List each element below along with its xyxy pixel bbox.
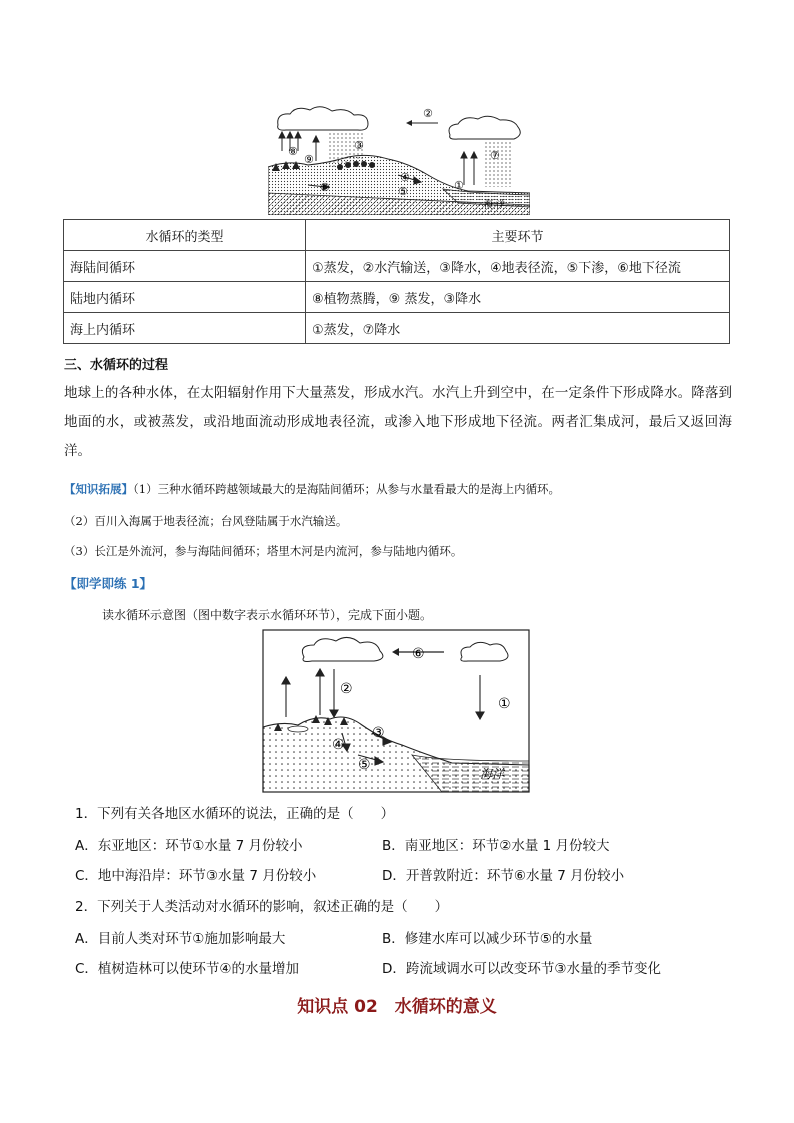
table-cell: ⑧植物蒸腾，⑨ 蒸发，③降水 bbox=[306, 282, 730, 313]
extension-line-1 bbox=[64, 481, 560, 497]
table-cell: 陆地内循环 bbox=[64, 282, 306, 313]
svg-text:⑨: ⑨ bbox=[304, 153, 314, 166]
practice-intro: 读水循环示意图（图中数字表示水循环环节），完成下面小题。 bbox=[102, 608, 433, 622]
table-row bbox=[64, 251, 730, 282]
question-1-option-a[interactable]: A．东亚地区：环节①水量 7 月份较小 bbox=[75, 838, 303, 854]
water-cycle-diagram-2 bbox=[262, 629, 530, 793]
svg-text:⑥: ⑥ bbox=[412, 646, 425, 662]
knowledge-point-heading: 知识点 02 水循环的意义 bbox=[297, 997, 497, 1017]
svg-text:③: ③ bbox=[354, 139, 364, 152]
table-header-cell: 水循环的类型 bbox=[64, 220, 306, 251]
table-cell: ①蒸发，⑦降水 bbox=[306, 313, 730, 344]
svg-text:③: ③ bbox=[372, 725, 385, 741]
water-cycle-diagram-1 bbox=[268, 105, 530, 215]
question-1-option-d[interactable]: D．开普敦附近：环节⑥水量 7 月份较小 bbox=[382, 868, 625, 884]
table-header-cell: 主要环节 bbox=[306, 220, 730, 251]
section-title: 三、水循环的过程 bbox=[64, 358, 169, 373]
practice-title: 【即学即练 1】 bbox=[64, 576, 153, 591]
extension-text: （1）三种水循环跨越领域最大的是海陆间循环；从参与水量看最大的是海上内循环。 bbox=[133, 482, 561, 496]
svg-text:④: ④ bbox=[332, 737, 345, 753]
question-1-stem: 1．下列有关各地区水循环的说法，正确的是（ ） bbox=[75, 806, 395, 822]
question-2-option-d[interactable]: D．跨流域调水可以改变环节③水量的季节变化 bbox=[382, 961, 661, 977]
svg-text:海 洋: 海 洋 bbox=[484, 200, 505, 210]
svg-text:①: ① bbox=[498, 696, 511, 712]
question-1-option-c[interactable]: C．地中海沿岸：环节③水量 7 月份较小 bbox=[75, 868, 317, 884]
table-cell: 海陆间循环 bbox=[64, 251, 306, 282]
svg-text:②: ② bbox=[423, 107, 433, 120]
extension-line-2: （2）百川入海属于地表径流；台风登陆属于水汽输送。 bbox=[64, 514, 348, 528]
svg-text:⑧: ⑧ bbox=[288, 145, 298, 158]
table-cell: ①蒸发，②水汽输送，③降水，④地表径流，⑤下渗，⑥地下径流 bbox=[306, 251, 730, 282]
question-2-option-c[interactable]: C．植树造林可以使环节④的水量增加 bbox=[75, 961, 300, 977]
svg-text:①: ① bbox=[454, 179, 464, 192]
svg-text:②: ② bbox=[340, 681, 353, 697]
svg-text:⑦: ⑦ bbox=[490, 149, 500, 162]
cloud-right bbox=[449, 116, 520, 139]
table-header-row bbox=[64, 220, 730, 251]
svg-text:海洋: 海洋 bbox=[480, 767, 505, 781]
table-row bbox=[64, 282, 730, 313]
extension-line-3: （3）长江是外流河，参与海陆间循环；塔里木河是内流河，参与陆地内循环。 bbox=[64, 544, 463, 558]
svg-text:④: ④ bbox=[400, 171, 410, 184]
question-2-option-b[interactable]: B．修建水库可以减少环节⑤的水量 bbox=[382, 931, 593, 947]
cloud-left bbox=[278, 107, 368, 130]
water-cycle-table bbox=[63, 219, 730, 344]
svg-text:⑥: ⑥ bbox=[320, 181, 330, 194]
table-row bbox=[64, 313, 730, 344]
question-2-option-a[interactable]: A．目前人类对环节①施加影响最大 bbox=[75, 931, 286, 947]
extension-tag: 【知识拓展】 bbox=[64, 482, 133, 496]
table-cell: 海上内循环 bbox=[64, 313, 306, 344]
section-paragraph: 地球上的各种水体，在太阳辐射作用下大量蒸发，形成水汽。水汽上升到空中，在一定条件下形成降水。降落到地面的水，或被蒸发，或沿地面流动形成地表径流，或渗入地下形成地下径流。两者汇集成河，最后又返回海洋。 bbox=[64, 385, 732, 459]
question-1-option-b[interactable]: B．南亚地区：环节②水量 1 月份较大 bbox=[382, 838, 610, 854]
svg-text:⑤: ⑤ bbox=[398, 185, 408, 198]
svg-text:⑤: ⑤ bbox=[358, 757, 371, 773]
question-2-stem: 2．下列关于人类活动对水循环的影响，叙述正确的是（ ） bbox=[75, 899, 449, 915]
